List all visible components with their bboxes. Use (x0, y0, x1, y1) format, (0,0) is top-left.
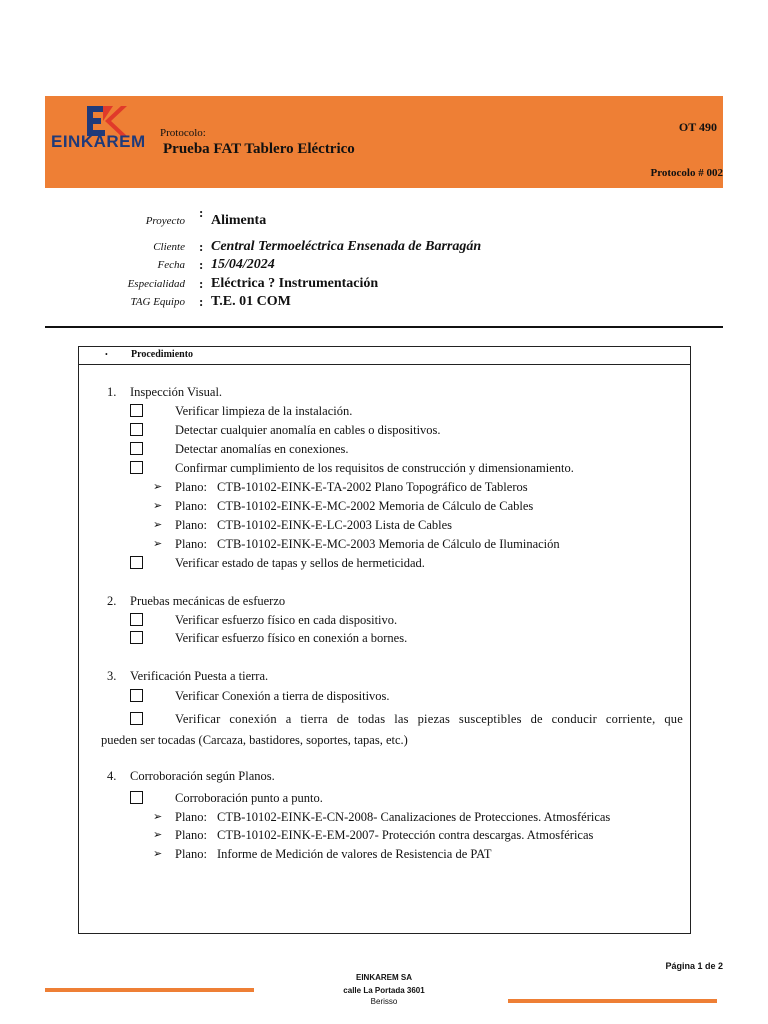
section-number: 4. (107, 769, 117, 783)
section-title: Pruebas mecánicas de esfuerzo (130, 594, 286, 608)
plan-label: Plano: (175, 810, 207, 824)
plan-label: Plano: (175, 480, 207, 494)
logo-wordmark: EINKAREM (51, 132, 146, 151)
check-item-continuation: pueden ser tocadas (Carcaza, bastidores, soportes, tapas, etc.) (101, 733, 408, 747)
checkbox[interactable] (130, 791, 143, 804)
arrow-bullet-icon: ➢ (153, 500, 163, 512)
section-divider (45, 326, 723, 328)
arrow-bullet-icon: ➢ (153, 811, 163, 823)
check-item: Detectar anomalías en conexiones. (175, 442, 349, 456)
plan-text: CTB-10102-EINK-E-LC-2003 Lista de Cables (217, 518, 453, 532)
info-value-proyecto: Alimenta (211, 213, 267, 228)
checkbox[interactable] (130, 404, 143, 417)
info-label: TAG Equipo (130, 296, 185, 308)
info-value-fecha: 15/04/2024 (211, 257, 275, 272)
arrow-bullet-icon: ➢ (153, 519, 163, 531)
section-title: Verificación Puesta a tierra. (130, 669, 269, 683)
check-item: Verificar Conexión a tierra de dispositivos. (175, 689, 390, 703)
checkbox[interactable] (130, 613, 143, 626)
arrow-bullet-icon: ➢ (153, 848, 163, 860)
info-label: Especialidad (127, 278, 185, 290)
info-colon: : (199, 276, 204, 291)
check-item: Verificar estado de tapas y sellos de hermeticidad. (175, 556, 425, 570)
checkbox[interactable] (130, 712, 143, 725)
checkbox[interactable] (130, 442, 143, 455)
procedure-box (78, 346, 691, 934)
section-number: 2. (107, 594, 117, 608)
section-number: 3. (107, 669, 117, 683)
plan-label: Plano: (175, 537, 207, 551)
info-value-especialidad: Eléctrica ? Instrumentación (211, 276, 379, 291)
plan-text: CTB-10102-EINK-E-TA-2002 Plano Topográfico de Tableros (217, 480, 528, 494)
footer-line-left (45, 988, 254, 992)
arrow-bullet-icon: ➢ (153, 481, 163, 493)
info-colon: : (199, 205, 204, 220)
check-item: Verificar esfuerzo físico en conexión a bornes. (175, 631, 408, 645)
section-title: Inspección Visual. (130, 385, 223, 399)
footer-company: EINKAREM SA (355, 973, 412, 982)
procedure-title: Procedimiento (131, 349, 194, 360)
check-item: Verificar conexión a tierra de todas las piezas susceptibles de conducir corriente, que (175, 712, 683, 726)
info-colon: : (199, 294, 204, 309)
checkbox[interactable] (130, 689, 143, 702)
arrow-bullet-icon: ➢ (153, 538, 163, 550)
protocol-title: Prueba FAT Tablero Eléctrico (163, 141, 355, 157)
checkbox[interactable] (130, 556, 143, 569)
info-value-cliente: Central Termoeléctrica Ensenada de Barragán (211, 239, 482, 254)
info-label: Proyecto (145, 215, 185, 227)
footer-address: calle La Portada 3601 (343, 986, 425, 995)
checkbox[interactable] (130, 461, 143, 474)
section-number: 1. (107, 385, 117, 399)
bullet-icon: • (105, 350, 108, 359)
plan-text: CTB-10102-EINK-E-MC-2003 Memoria de Cálculo de Iluminación (217, 537, 560, 551)
protocol-label: Protocolo: (160, 127, 206, 139)
plan-label: Plano: (175, 847, 207, 861)
info-value-tag-equipo: T.E. 01 COM (211, 294, 291, 309)
plan-text: CTB-10102-EINK-E-MC-2002 Memoria de Cálculo de Cables (217, 499, 534, 513)
footer-line-right (508, 999, 717, 1003)
plan-label: Plano: (175, 499, 207, 513)
page-number: Página 1 de 2 (665, 961, 723, 971)
check-item: Detectar cualquier anomalía en cables o dispositivos. (175, 423, 441, 437)
footer-city: Berisso (370, 997, 398, 1006)
info-label: Fecha (157, 259, 185, 271)
plan-label: Plano: (175, 518, 207, 532)
plan-label: Plano: (175, 828, 207, 842)
plan-text: CTB-10102-EINK-E-CN-2008- Canalizaciones de Protecciones. Atmosféricas (217, 810, 611, 824)
section-title: Corroboración según Planos. (130, 769, 275, 783)
procedure-header (79, 347, 690, 365)
arrow-bullet-icon: ➢ (153, 829, 163, 841)
work-order-number: OT 490 (678, 120, 717, 134)
plan-text: CTB-10102-EINK-E-EM-2007- Protección contra descargas. Atmosféricas (217, 828, 594, 842)
check-item: Verificar esfuerzo físico en cada dispositivo. (175, 613, 398, 627)
info-colon: : (199, 239, 204, 254)
info-colon: : (199, 257, 204, 272)
check-item: Verificar limpieza de la instalación. (175, 404, 353, 418)
plan-text: Informe de Medición de valores de Resistencia de PAT (217, 847, 492, 861)
checkbox[interactable] (130, 631, 143, 644)
header-band (45, 96, 723, 188)
info-label: Cliente (153, 241, 185, 253)
checkbox[interactable] (130, 423, 143, 436)
check-item: Corroboración punto a punto. (175, 791, 323, 805)
check-item: Confirmar cumplimiento de los requisitos de construcción y dimensionamiento. (175, 461, 574, 475)
protocol-number: Protocolo # 002 (650, 167, 723, 179)
